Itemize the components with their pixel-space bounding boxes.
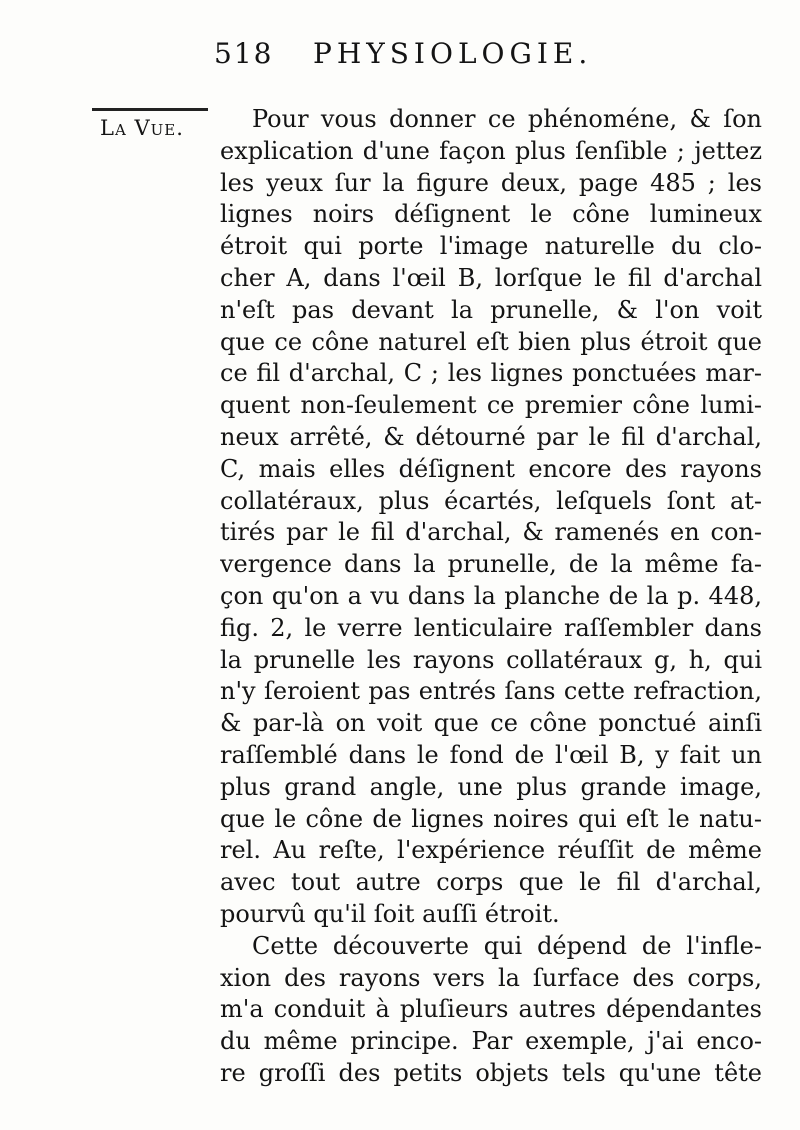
text-line: m'a conduit à pluſieurs autres dépendantes [220, 995, 762, 1024]
margin-note: La Vue. [100, 116, 184, 140]
text-line: fig. 2, le verre lenticulaire raſſembler dans [220, 613, 762, 642]
text-line: la prunelle les rayons collatéraux g, h, qui [220, 645, 762, 674]
text-line: Pour vous donner ce phénoméne, & ſon [252, 105, 762, 133]
text-line: raſſemblé dans le fond de l'œil B, y fait un [220, 740, 762, 769]
text-line: tirés par le fil d'archal, & ramenés en con- [220, 518, 762, 547]
text-line: neux arrêté, & détourné par le fil d'archal, [220, 422, 762, 451]
text-line: n'eſt pas devant la prunelle, & l'on voit [220, 295, 762, 324]
margin-rule [92, 108, 208, 111]
text-line: que le cône de lignes noires qui eſt le natu- [220, 804, 762, 833]
text-line: plus grand angle, une plus grande image, [220, 772, 762, 801]
text-line: cher A, dans l'œil B, lorſque le fil d'archal [220, 263, 762, 292]
text-line: explication d'une façon plus ſenſible ; jettez [220, 136, 762, 165]
text-line: du même principe. Par exemple, j'ai enco- [220, 1027, 762, 1056]
body-text [220, 104, 762, 1090]
text-line: lignes noirs déſignent le cône lumineux [220, 200, 762, 229]
page-number: 518 [214, 37, 274, 70]
page-header [214, 36, 654, 76]
text-line: vergence dans la prunelle, de la même fa- [220, 550, 762, 579]
text-line: ce fil d'archal, C ; les lignes ponctuées mar- [220, 359, 762, 388]
text-line: xion des rayons vers la ſurface des corps, [220, 963, 762, 992]
text-line: rel. Au reſte, l'expérience réuſſit de même [220, 836, 762, 865]
text-line: que ce cône naturel eſt bien plus étroit que [220, 327, 762, 356]
text-line: re groſſi des petits objets tels qu'une tête [220, 1058, 762, 1087]
text-line: pourvû qu'il ſoit auſſi étroit. [220, 899, 560, 928]
text-line: collatéraux, plus écartés, leſquels ſont at- [220, 486, 762, 515]
text-line: Cette découverte qui dépend de l'infle- [252, 931, 762, 960]
text-line: quent non-ſeulement ce premier cône lumi- [220, 391, 762, 420]
text-line: C, mais elles déſignent encore des rayons [220, 454, 762, 483]
text-line: avec tout autre corps que le fil d'archal, [220, 868, 762, 897]
running-title: PHYSIOLOGIE. [313, 37, 593, 70]
text-line: n'y ſeroient pas entrés ſans cette refraction, [220, 677, 762, 706]
text-line: les yeux ſur la figure deux, page 485 ; les [220, 168, 762, 197]
text-line: & par-là on voit que ce cône ponctué ainſi [220, 709, 762, 738]
text-line: étroit qui porte l'image naturelle du clo- [220, 232, 762, 261]
text-line: çon qu'on a vu dans la planche de la p. 448, [220, 581, 762, 610]
